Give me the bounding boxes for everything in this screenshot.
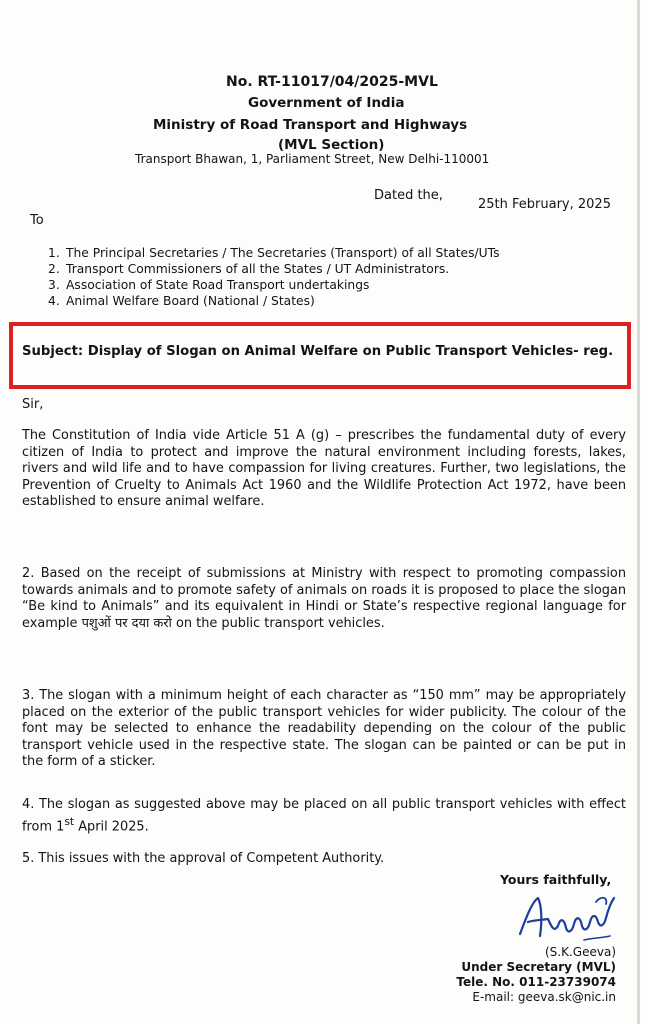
paragraph-4-tail: April 2025. [74, 818, 149, 834]
reference-number: No. RT-11017/04/2025-MVL [226, 74, 438, 90]
section-heading: (MVL Section) [278, 137, 385, 153]
recipient-text: Transport Commissioners of all the States / UT Administrators. [66, 262, 450, 276]
recipient-number: 2. [48, 262, 60, 276]
handwritten-signature [512, 888, 622, 948]
signatory-telephone: Tele. No. 011-23739074 [456, 975, 616, 989]
closing-line: Yours faithfully, [500, 872, 612, 887]
recipient-number: 1. [48, 246, 60, 260]
recipient-text: Animal Welfare Board (National / States) [66, 294, 315, 308]
recipient-text: The Principal Secretaries / The Secretaries (Transport) of all States/UTs [66, 246, 500, 260]
signatory-designation: Under Secretary (MVL) [461, 960, 616, 974]
recipient-list [48, 245, 500, 309]
recipient-item [48, 277, 500, 293]
signatory-block [426, 945, 616, 1005]
government-heading: Government of India [248, 95, 405, 111]
recipient-number: 3. [48, 278, 60, 292]
recipient-number: 4. [48, 294, 60, 308]
recipient-item [48, 293, 500, 309]
subject-line: Subject: Display of Slogan on Animal Welfare on Public Transport Vehicles- reg. [22, 344, 614, 359]
salutation: Sir, [22, 397, 44, 412]
recipient-text: Association of State Road Transport undertakings [66, 278, 370, 292]
dated-value: 25th February, 2025 [478, 197, 611, 212]
recipient-item [48, 245, 500, 261]
paragraph-3: 3. The slogan with a minimum height of each character as “150 mm” may be appropriately placed on the exterior of the public transport vehicles for wider publicity. The colour of the font may be selected to enhance the readability depending on the colour of the public transport vehicle used in the respective state. The slogan can be painted or can be put in the form of a sticker. [22, 688, 626, 770]
to-label: To [30, 213, 44, 228]
signatory-email: E-mail: geeva.sk@nic.in [472, 990, 616, 1004]
paragraph-4-superscript: st [64, 814, 75, 828]
paragraph-1: The Constitution of India vide Article 51 A (g) – prescribes the fundamental duty of every citizen of India to protect and improve the natural environment including forests, lakes, rivers and wild life and to have compassion for living creatures. Further, two legislations, the Prevention of Cruelty to Animals Act 1960 and the Wildlife Protection Act 1972, have been established to ensure animal welfare. [22, 428, 626, 510]
paragraph-2: 2. Based on the receipt of submissions at Ministry with respect to promoting compassion towards animals and to promote safety of animals on roads it is proposed to place the slogan “Be kind to Animals” and its equivalent in Hindi or State’s respective regional language for example पशुओं पर दया करो on the public transport vehicles. [22, 566, 626, 631]
dated-label: Dated the, [374, 188, 443, 203]
page-edge [637, 0, 640, 1024]
recipient-item [48, 261, 500, 277]
ministry-heading: Ministry of Road Transport and Highways [153, 117, 468, 133]
ministry-address: Transport Bhawan, 1, Parliament Street, New Delhi-110001 [135, 152, 490, 166]
paragraph-4 [22, 797, 626, 835]
paragraph-4-main: 4. The slogan as suggested above may be placed on all public transport vehicles with effect from 1 [22, 797, 626, 834]
signatory-name: (S.K.Geeva) [545, 945, 616, 959]
paragraph-5: 5. This issues with the approval of Competent Authority. [22, 851, 385, 866]
